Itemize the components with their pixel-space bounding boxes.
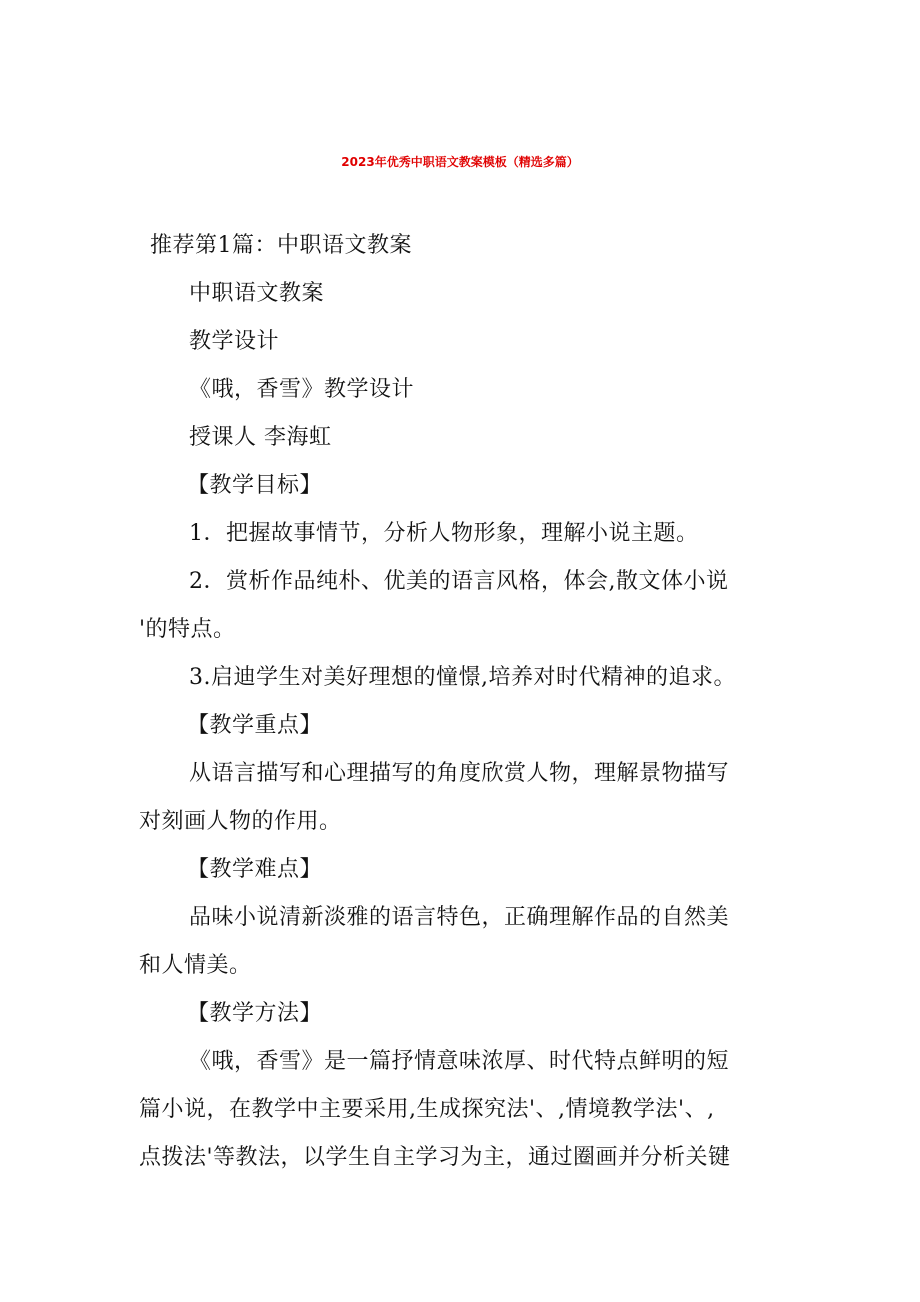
text-line: 2．赏析作品纯朴、优美的语言风格，体会,散文体小说 [189,569,729,594]
section-label: 【教学目标】 [187,473,323,498]
text-line: 中职语文教案 [189,281,325,306]
text-line: 教学设计 [189,329,280,354]
text-line: 3.启迪学生对美好理想的憧憬,培养对时代精神的追求。 [189,665,736,690]
text-line: '的特点。 [139,617,236,642]
text-line: 《哦，香雪》教学设计 [189,377,415,402]
text-line: 篇小说，在教学中主要采用,生成探究法'、,情境教学法'、, [139,1097,715,1122]
text-line: 1．把握故事情节，分析人物形象，理解小说主题。 [189,521,699,546]
text-line: 点拨法'等教法，以学生自主学习为主，通过圈画并分析关键 [139,1145,731,1170]
text-line: 和人情美。 [139,953,252,978]
document-title: 2023年优秀中职语文教案模板（精选多篇） [341,155,579,169]
text-line: 对刻画人物的作用。 [139,809,342,834]
text-line: 《哦，香雪》是一篇抒情意味浓厚、时代特点鲜明的短 [189,1049,730,1074]
text-line: 授课人 李海虹 [189,425,332,450]
text-line: 从语言描写和心理描写的角度欣赏人物，理解景物描写 [189,761,730,786]
text-line: 品味小说清新淡雅的语言特色，正确理解作品的自然美 [189,905,730,930]
section-label: 【教学难点】 [187,857,323,882]
section-label: 【教学重点】 [187,713,323,738]
section-heading: 推荐第1篇：中职语文教案 [150,233,412,258]
section-label: 【教学方法】 [187,1001,323,1026]
